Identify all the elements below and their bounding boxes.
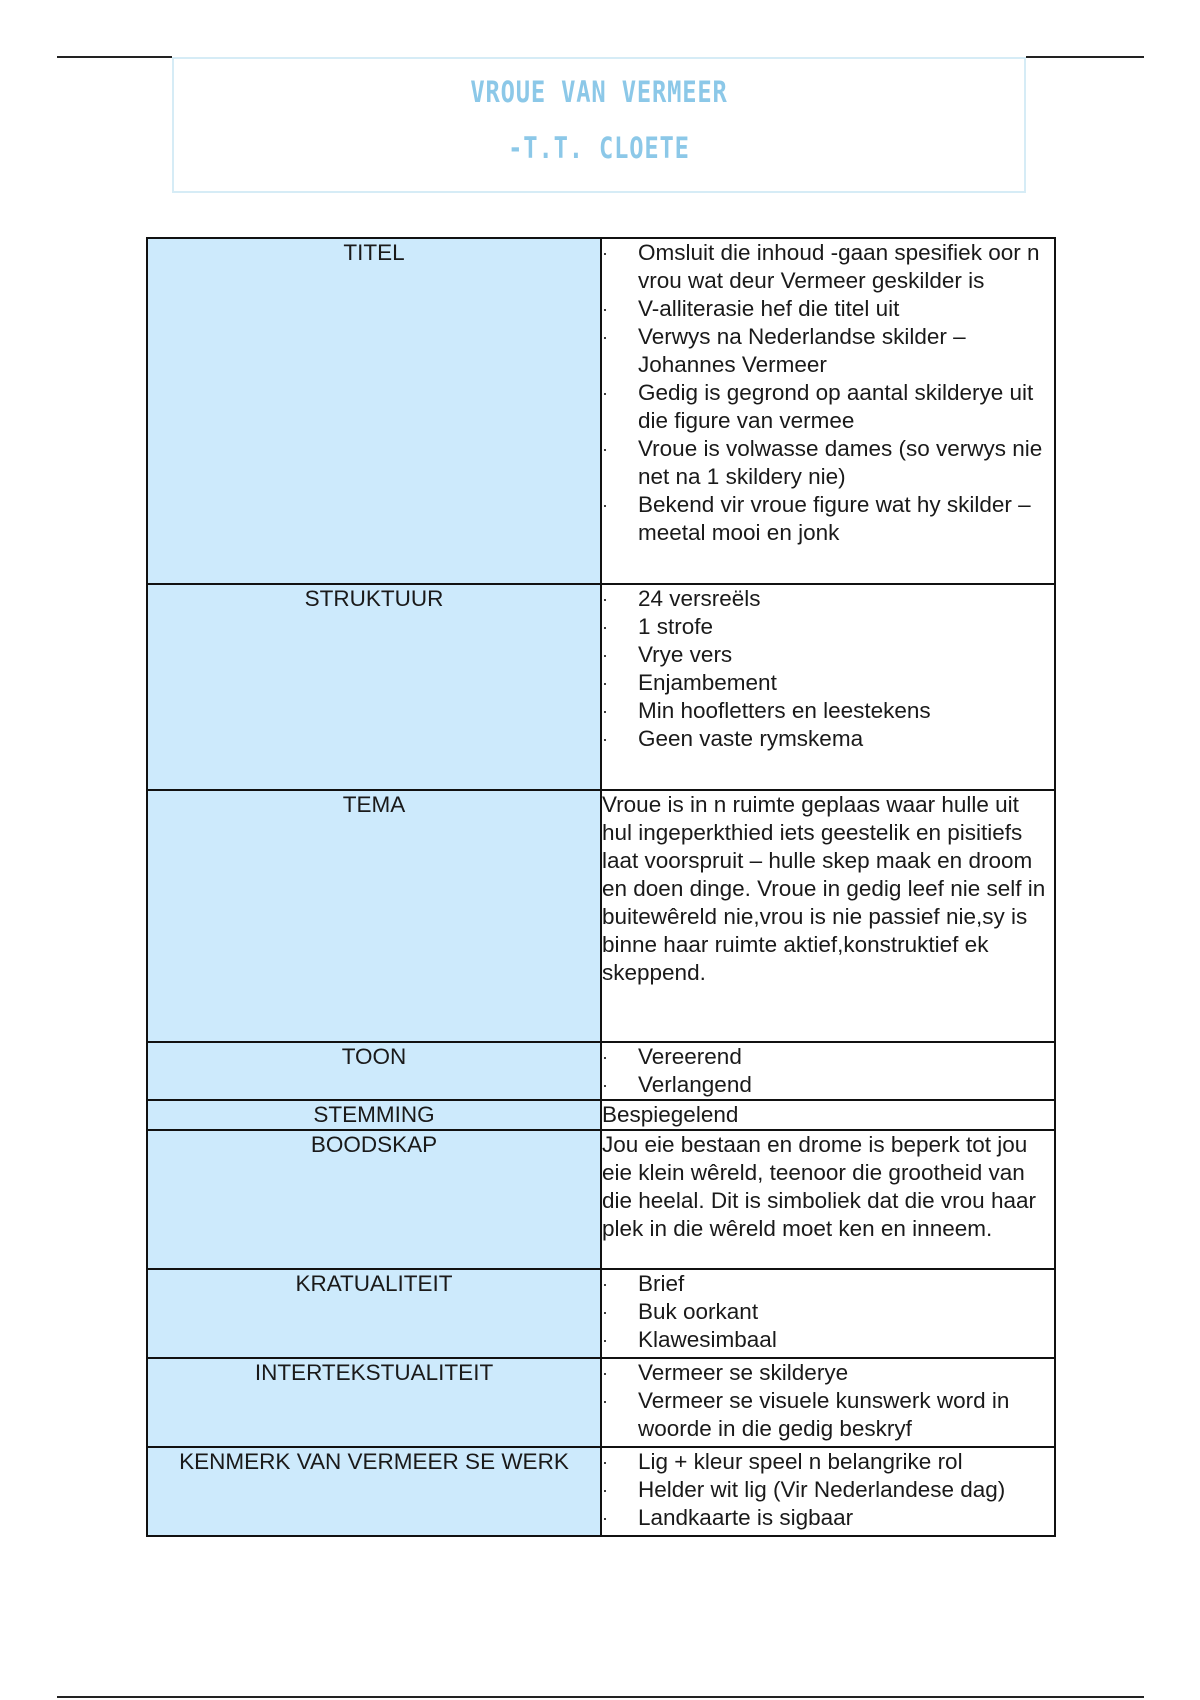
row-label: TEMA bbox=[342, 792, 406, 817]
row-text: Bespiegelend bbox=[602, 1102, 739, 1127]
row-text: Jou eie bestaan en drome is beperk tot jou eie klein wêreld, teenoor die grootheid van die heelal. Dit is simboliek dat die vrou haar plek in die wêreld moet ken en inneem. bbox=[602, 1132, 1036, 1241]
page-subtitle-author: -T.T. CLOETE bbox=[508, 131, 690, 165]
row-label-cell bbox=[147, 1358, 601, 1447]
table-row-toon bbox=[147, 1042, 1055, 1100]
list-item: · 24 versreëls bbox=[602, 585, 1054, 613]
row-label: BOODSKAP bbox=[310, 1132, 438, 1157]
bullet-list bbox=[602, 1448, 1054, 1532]
title-box bbox=[172, 57, 1026, 193]
row-label: STRUKTUUR bbox=[304, 586, 444, 611]
row-label-cell bbox=[147, 238, 601, 584]
table-row-struktuur bbox=[147, 584, 1055, 790]
page-title: VROUE VAN VERMEER bbox=[470, 75, 728, 109]
list-item: · Vereerend bbox=[602, 1043, 1054, 1071]
row-label-cell bbox=[147, 1447, 601, 1536]
bullet-list bbox=[602, 1359, 1054, 1443]
row-content-cell bbox=[601, 1358, 1055, 1447]
row-label-cell bbox=[147, 1130, 601, 1269]
bullet-list bbox=[602, 585, 1054, 753]
table-row-boodskap bbox=[147, 1130, 1055, 1269]
row-content-cell bbox=[601, 1100, 1055, 1130]
list-item: · Enjambement bbox=[602, 669, 1054, 697]
bullet-list bbox=[602, 1270, 1054, 1354]
table-row-titel bbox=[147, 238, 1055, 584]
row-label-cell bbox=[147, 1042, 601, 1100]
row-text: Vroue is in n ruimte geplaas waar hulle uit hul ingeperkthied iets geestelik en pisitiefs laat voorspruit – hulle skep maak en droom en doen dinge. Vroue in gedig leef nie self in buitewêreld nie,vrou is nie passief nie,sy is binne haar ruimte aktief,konstruktief ek skeppend. bbox=[602, 792, 1046, 985]
list-item: · Verlangend bbox=[602, 1071, 1054, 1099]
list-item: · Vroue is volwasse dames (so verwys nie net na 1 skildery nie) bbox=[602, 435, 1054, 491]
list-item: · Gedig is gegrond op aantal skilderye uit die figure van vermee bbox=[602, 379, 1054, 435]
row-label-cell bbox=[147, 1100, 601, 1130]
row-content-cell bbox=[601, 1447, 1055, 1536]
row-label: KRATUALITEIT bbox=[295, 1271, 453, 1296]
list-item: · Landkaarte is sigbaar bbox=[602, 1504, 1054, 1532]
row-label: KENMERK VAN VERMEER SE WERK bbox=[179, 1449, 569, 1474]
list-item: · Vermeer se visuele kunswerk word in woorde in die gedig beskryf bbox=[602, 1387, 1054, 1443]
list-item: · V-alliterasie hef die titel uit bbox=[602, 295, 1054, 323]
list-item: · Min hoofletters en leestekens bbox=[602, 697, 1054, 725]
top-rule-left bbox=[57, 56, 172, 58]
list-item: · Verwys na Nederlandse skilder – Johannes Vermeer bbox=[602, 323, 1054, 379]
row-label: TITEL bbox=[343, 240, 405, 265]
bullet-list bbox=[602, 1043, 1054, 1099]
list-item: · Geen vaste rymskema bbox=[602, 725, 1054, 753]
bottom-rule bbox=[57, 1696, 1144, 1698]
row-label: TOON bbox=[341, 1044, 407, 1069]
table-row-stemming bbox=[147, 1100, 1055, 1130]
row-content-cell bbox=[601, 1042, 1055, 1100]
row-label-cell bbox=[147, 584, 601, 790]
poem-analysis-table bbox=[146, 237, 1056, 1537]
row-label-cell bbox=[147, 1269, 601, 1358]
list-item: · 1 strofe bbox=[602, 613, 1054, 641]
list-item: · Buk oorkant bbox=[602, 1298, 1054, 1326]
list-item: · Brief bbox=[602, 1270, 1054, 1298]
list-item: · Klawesimbaal bbox=[602, 1326, 1054, 1354]
row-label: INTERTEKSTUALITEIT bbox=[254, 1360, 494, 1385]
row-content-cell bbox=[601, 790, 1055, 1042]
list-item: · Omsluit die inhoud -gaan spesifiek oor n vrou wat deur Vermeer geskilder is bbox=[602, 239, 1054, 295]
row-content-cell bbox=[601, 584, 1055, 790]
bullet-list bbox=[602, 239, 1054, 547]
row-label: STEMMING bbox=[313, 1102, 435, 1127]
table-row-intertekstualiteit bbox=[147, 1358, 1055, 1447]
list-item: · Vrye vers bbox=[602, 641, 1054, 669]
table-row-tema bbox=[147, 790, 1055, 1042]
row-label-cell bbox=[147, 790, 601, 1042]
list-item: · Lig + kleur speel n belangrike rol bbox=[602, 1448, 1054, 1476]
row-content-cell bbox=[601, 238, 1055, 584]
row-content-cell bbox=[601, 1269, 1055, 1358]
top-rule-right bbox=[1026, 56, 1144, 58]
table-row-kratualiteit bbox=[147, 1269, 1055, 1358]
list-item: · Vermeer se skilderye bbox=[602, 1359, 1054, 1387]
row-content-cell bbox=[601, 1130, 1055, 1269]
table-row-kenmerk bbox=[147, 1447, 1055, 1536]
list-item: · Bekend vir vroue figure wat hy skilder – meetal mooi en jonk bbox=[602, 491, 1054, 547]
list-item: · Helder wit lig (Vir Nederlandese dag) bbox=[602, 1476, 1054, 1504]
